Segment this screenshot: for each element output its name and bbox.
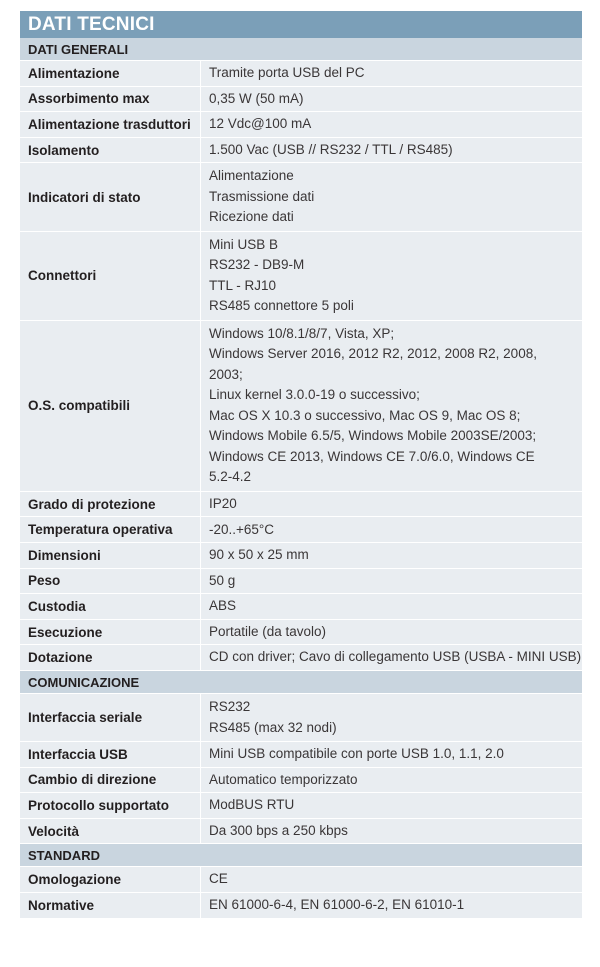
spec-label: Assorbimento max — [20, 87, 201, 112]
spec-value-line: RS232 - DB9-M — [209, 257, 305, 273]
spec-value — [201, 138, 582, 163]
spec-value-line: EN 61000-6-4, EN 61000-6-2, EN 61010-1 — [209, 897, 465, 913]
spec-label: Dotazione — [20, 645, 201, 670]
spec-label: Temperatura operativa — [20, 517, 201, 542]
spec-value — [201, 492, 582, 517]
section-header: COMUNICAZIONE — [20, 671, 582, 694]
spec-row — [20, 819, 582, 845]
spec-label: Esecuzione — [20, 620, 201, 645]
spec-value-line: Mini USB B — [209, 236, 279, 252]
spec-value — [201, 232, 582, 320]
spec-value-line: 90 x 50 x 25 mm — [209, 547, 309, 563]
section-header: STANDARD — [20, 844, 582, 867]
section-header: DATI GENERALI — [20, 38, 582, 61]
spec-value-line: Tramite porta USB del PC — [209, 65, 365, 81]
spec-value-line: -20..+65°C — [209, 521, 275, 537]
spec-label: Velocità — [20, 819, 201, 844]
spec-label: Isolamento — [20, 138, 201, 163]
spec-value-line: RS485 (max 32 nodi) — [209, 719, 337, 735]
spec-label: Indicatori di stato — [20, 163, 201, 231]
spec-row — [20, 232, 582, 321]
spec-value — [201, 112, 582, 137]
spec-value-line: Alimentazione — [209, 168, 294, 184]
spec-row — [20, 742, 582, 768]
spec-row — [20, 321, 582, 492]
spec-row — [20, 793, 582, 819]
spec-label: Interfaccia seriale — [20, 694, 201, 741]
spec-label: Peso — [20, 569, 201, 594]
spec-value-line: Trasmissione dati — [209, 188, 315, 204]
spec-label: O.S. compatibili — [20, 321, 201, 491]
spec-row — [20, 492, 582, 518]
spec-value-line: 50 g — [209, 572, 236, 588]
spec-value-line: 5.2-4.2 — [209, 469, 252, 485]
spec-row — [20, 594, 582, 620]
spec-label: Custodia — [20, 594, 201, 619]
spec-value-line: Windows 10/8.1/8/7, Vista, XP; — [209, 325, 395, 341]
spec-value-line: RS232 — [209, 699, 251, 715]
spec-label: Omologazione — [20, 867, 201, 892]
spec-row — [20, 569, 582, 595]
spec-value-line: Windows CE 2013, Windows CE 7.0/6.0, Windows CE — [209, 448, 535, 464]
spec-value — [201, 321, 582, 491]
spec-value — [201, 867, 582, 892]
spec-value-line: 12 Vdc@100 mA — [209, 116, 312, 132]
spec-label: Dimensioni — [20, 543, 201, 568]
spec-value-line: CD con driver; Cavo di collegamento USB (USBA - MINI USB) — [209, 649, 582, 665]
spec-value-line: Ricezione dati — [209, 209, 294, 225]
spec-value — [201, 645, 587, 670]
spec-value-line: 0,35 W (50 mA) — [209, 90, 304, 106]
spec-row — [20, 867, 582, 893]
spec-row — [20, 768, 582, 794]
spec-value — [201, 163, 582, 231]
spec-label: Alimentazione trasduttori — [20, 112, 201, 137]
spec-value — [201, 768, 582, 793]
spec-value — [201, 819, 582, 844]
spec-row — [20, 61, 582, 87]
spec-row — [20, 163, 582, 232]
spec-value-line: RS485 connettore 5 poli — [209, 298, 354, 314]
spec-value — [201, 694, 582, 741]
spec-row — [20, 694, 582, 742]
spec-label: Protocollo supportato — [20, 793, 201, 818]
spec-value — [201, 61, 582, 86]
spec-value — [201, 793, 582, 818]
spec-value — [201, 620, 582, 645]
spec-value-line: 1.500 Vac (USB // RS232 / TTL / RS485) — [209, 141, 453, 157]
spec-value-line: Mac OS X 10.3 o successivo, Mac OS 9, Mac OS 8; — [209, 407, 521, 423]
spec-value-line: ModBUS RTU — [209, 797, 295, 813]
spec-row — [20, 138, 582, 164]
spec-value-line: 2003; — [209, 366, 243, 382]
spec-value-line: CE — [209, 871, 228, 887]
spec-row — [20, 645, 582, 671]
spec-row — [20, 893, 582, 919]
spec-value — [201, 569, 582, 594]
spec-label: Alimentazione — [20, 61, 201, 86]
spec-label: Cambio di direzione — [20, 768, 201, 793]
spec-row — [20, 517, 582, 543]
spec-value — [201, 742, 582, 767]
spec-value — [201, 594, 582, 619]
spec-value-line: TTL - RJ10 — [209, 277, 277, 293]
spec-value-line: Windows Mobile 6.5/5, Windows Mobile 2003SE/2003; — [209, 428, 537, 444]
spec-sections — [20, 38, 582, 919]
spec-sheet — [20, 11, 582, 919]
spec-title: DATI TECNICI — [20, 11, 582, 38]
spec-value-line: Windows Server 2016, 2012 R2, 2012, 2008 R2, 2008, — [209, 346, 537, 362]
spec-label: Normative — [20, 893, 201, 918]
spec-label: Grado di protezione — [20, 492, 201, 517]
spec-row — [20, 620, 582, 646]
spec-value — [201, 893, 582, 918]
spec-value-line: Automatico temporizzato — [209, 771, 358, 787]
spec-value-line: IP20 — [209, 495, 237, 511]
spec-value-line: ABS — [209, 598, 237, 614]
spec-value — [201, 517, 582, 542]
spec-row — [20, 87, 582, 113]
spec-value-line: Mini USB compatibile con porte USB 1.0, 1.1, 2.0 — [209, 746, 504, 762]
spec-label: Connettori — [20, 232, 201, 320]
spec-value — [201, 543, 582, 568]
spec-row — [20, 543, 582, 569]
spec-value-line: Portatile (da tavolo) — [209, 623, 327, 639]
spec-value — [201, 87, 582, 112]
spec-value-line: Linux kernel 3.0.0-19 o successivo; — [209, 387, 420, 403]
spec-label: Interfaccia USB — [20, 742, 201, 767]
spec-row — [20, 112, 582, 138]
spec-value-line: Da 300 bps a 250 kbps — [209, 822, 348, 838]
